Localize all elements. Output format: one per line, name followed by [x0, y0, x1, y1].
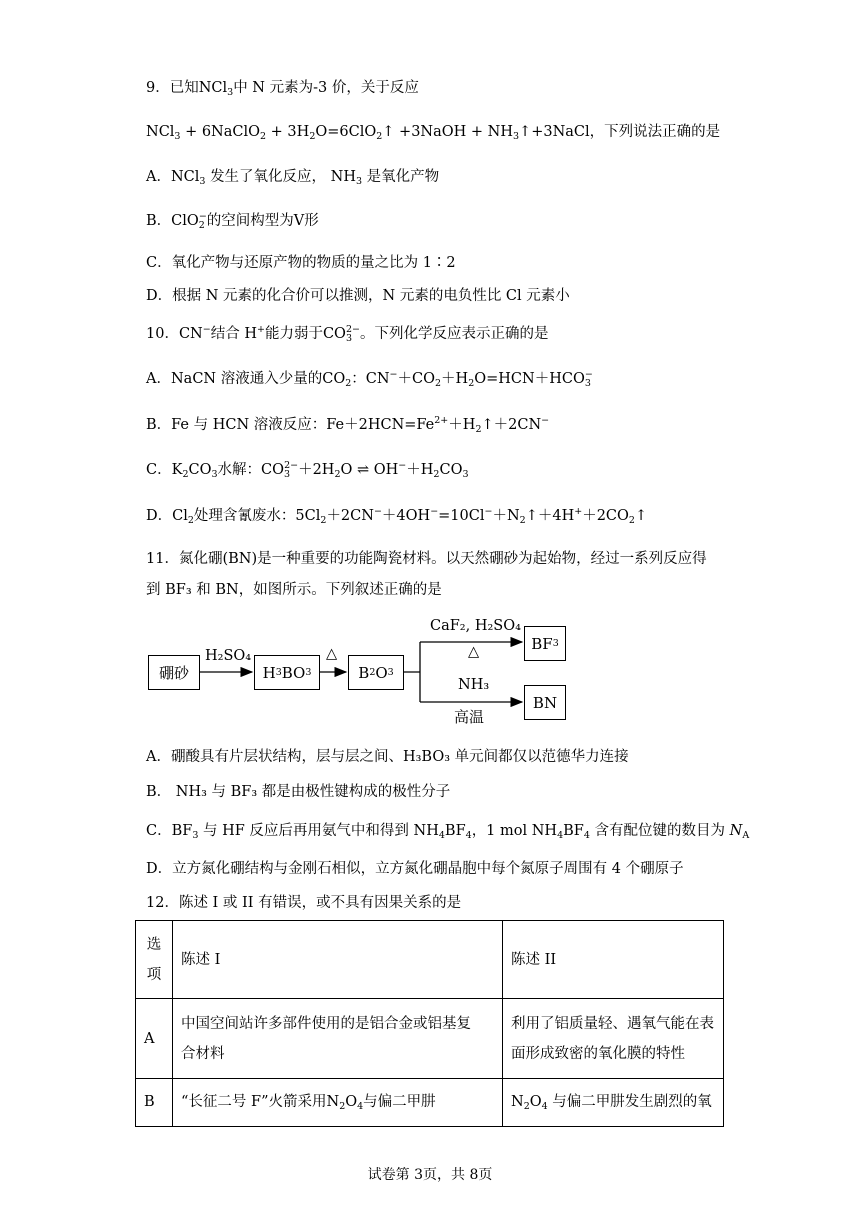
q9-option-b: B．ClO$_2$−的空间构型为V形 [146, 211, 319, 231]
row-a-option: A [136, 999, 173, 1079]
row-b-s1-text1: “长征二号 F”火箭采用 [181, 1094, 327, 1110]
q10-option-d-label: D． [146, 508, 173, 524]
header-option-cell [136, 921, 173, 999]
q10-option-c: C．$K_2CO_3$水解：$CO_3^{2-}+2H_2O$ ⇌ $OH^-+H_2CO_3$ [146, 460, 469, 480]
top-heat-symbol: △ [468, 644, 480, 660]
q9-option-a-label: A． [146, 169, 171, 185]
q12-options-table [135, 920, 724, 1127]
q10-option-d: D．$Cl_2$处理含氰废水：$5Cl_2+2CN^-+4OH^-=10Cl^-+N_2↑+4H^++2CO_2↑$ [146, 506, 648, 526]
row-b-s1-text2: 与偏二甲肼 [363, 1094, 436, 1110]
borax-box [148, 655, 200, 690]
bottom-condition-label: 高温 [454, 708, 485, 726]
table-row [136, 999, 724, 1079]
page-footer: 试卷第 3页，共 8页 [367, 1167, 493, 1183]
bottom-reagent-label: NH₃ [458, 677, 490, 693]
q10-option-c-text: 水解： [217, 462, 262, 478]
q10-option-b: B．Fe 与 HCN 溶液反应：$Fe+2HCN=Fe^{2+}+H_2↑+2CN^-$ [146, 415, 550, 435]
row-b-s2-text: 与偏二甲肼发生剧烈的氧 [552, 1094, 712, 1110]
top-reagent-label: CaF₂, H₂SO₄ [430, 618, 521, 634]
header-statement-1: 陈述 I [173, 921, 503, 999]
boron-oxide-box: B 2 O 3 [348, 655, 404, 690]
step1-reagent-label: H₂SO₄ [205, 648, 252, 664]
q11-option-c-label: C． [146, 823, 172, 839]
row-a-statement-1 [173, 999, 503, 1079]
table-header-row [136, 921, 724, 999]
bn-label: BN [532, 693, 558, 712]
bn-box [524, 685, 566, 720]
q10-stem-prefix: 10． [146, 326, 179, 342]
q9-option-b-text: 的空间构型为V形 [206, 213, 319, 229]
row-b-statement-1: “长征二号 F”火箭采用$N_2O_4$与偏二甲肼 [173, 1079, 503, 1127]
q9-stem: 9．已知NCl$_3$中 N 元素为-3 价，关于反应 [146, 80, 419, 98]
q9-equation: NCl$_3$ + 6NaClO$_2$ + $3H_2O=6ClO_2↑$ +3NaOH + $NH_3↑+3NaCl$，下列说法正确的是 [146, 124, 721, 142]
row-b-option: B [136, 1079, 173, 1127]
q9-option-a-text2: 是氧化产物 [366, 169, 440, 185]
q11-stem-line2: 到 BF₃ 和 BN，如图所示。下列叙述正确的是 [146, 582, 442, 598]
header-statement-2: 陈述 II [503, 921, 724, 999]
q10-option-d-text: 处理含氰废水： [193, 508, 296, 524]
q10-option-a-label: A． [146, 371, 171, 387]
q11-option-c-text2: ，1 mol [471, 823, 528, 839]
row-a-s2-line2: 面形成致密的氧化膜的特性 [511, 1045, 685, 1062]
q11-option-c-text1: 与 HF 反应后再用氨气中和得到 [202, 823, 409, 839]
q11-stem-line1: 11．氮化硼(BN)是一种重要的功能陶瓷材料。以天然硼砂为起始物，经过一系列反应得 [146, 551, 707, 567]
q11-option-c: C．$BF_3$ 与 HF 反应后再用氨气中和得到 $NH_4BF_4$，1 mol $NH_4BF_4$ 含有配位键的数目为 $N_A$ [146, 823, 750, 841]
q9-option-a-text1: 发生了氧化反应， [210, 169, 327, 185]
boric-acid-box: H 3 BO 3 [254, 655, 320, 690]
q10-option-c-label: C． [146, 462, 172, 478]
header-option-top: 选 [146, 936, 162, 953]
q9-option-c: C．氧化产物与还原产物的物质的量之比为 1∶2 [146, 255, 456, 271]
row-a-s1-line2: 合材料 [181, 1045, 225, 1062]
row-a-s2-line1: 利用了铝质量轻、遇氧气能在表 [511, 1015, 714, 1032]
q11-option-b: B． NH₃ 与 BF₃ 都是由极性键构成的极性分子 [146, 784, 451, 800]
q9-equation-tail: ，下列说法正确的是 [589, 124, 721, 140]
q9-stem-text: 中 N 元素为-3 价，关于反应 [233, 80, 419, 96]
q11-option-c-text3: 含有配位键的数目为 [594, 823, 726, 839]
bf3-box: BF 3 [524, 626, 566, 661]
q10-stem-text3: 。下列化学反应表示正确的是 [360, 326, 549, 342]
q12-stem: 12．陈述 I 或 II 有错误，或不具有因果关系的是 [146, 895, 462, 911]
q10-option-b-text: B．Fe 与 HCN 溶液反应： [146, 417, 327, 433]
q9-stem-prefix: 9．已知 [146, 80, 199, 96]
row-a-statement-2 [503, 999, 724, 1079]
q10-stem: 10．CN−结合 H+能力弱于$CO_3^{2-}$。下列化学反应表示正确的是 [146, 324, 549, 344]
header-option-bottom: 项 [146, 966, 162, 983]
row-a-s1-line1: 中国空间站许多部件使用的是铝合金或铝基复 [181, 1015, 471, 1032]
heat-symbol: △ [326, 646, 338, 662]
q11-option-d: D．立方氮化硼结构与金刚石相似，立方氮化硼晶胞中每个氮原子周围有 4 个硼原子 [146, 861, 684, 877]
q10-option-a: A．NaCN 溶液通入少量的$CO_2$：$CN^-+CO_2+H_2O=HCN+HCO_3^-$ [146, 369, 593, 389]
q10-stem-text1: 结合 H [210, 326, 257, 342]
q11-option-a: A．硼酸具有片层状结构，层与层之间、H₃BO₃ 单元间都仅以范德华力连接 [146, 749, 629, 765]
q9-option-a: A．NCl$_3$ 发生了氧化反应， $NH_3$ 是氧化产物 [146, 169, 440, 187]
q10-stem-text2: 能力弱于 [264, 326, 323, 342]
borax-label: 硼砂 [158, 664, 189, 682]
q9-option-d: D．根据 N 元素的化合价可以推测，N 元素的电负性比 Cl 元素小 [146, 288, 570, 304]
q9-option-b-label: B． [146, 213, 172, 229]
table-row [136, 1079, 724, 1127]
q10-option-a-text: NaCN 溶液通入少量的 [170, 371, 323, 387]
row-b-statement-2: $N_2O_4$ 与偏二甲肼发生剧烈的氧 [503, 1079, 724, 1127]
